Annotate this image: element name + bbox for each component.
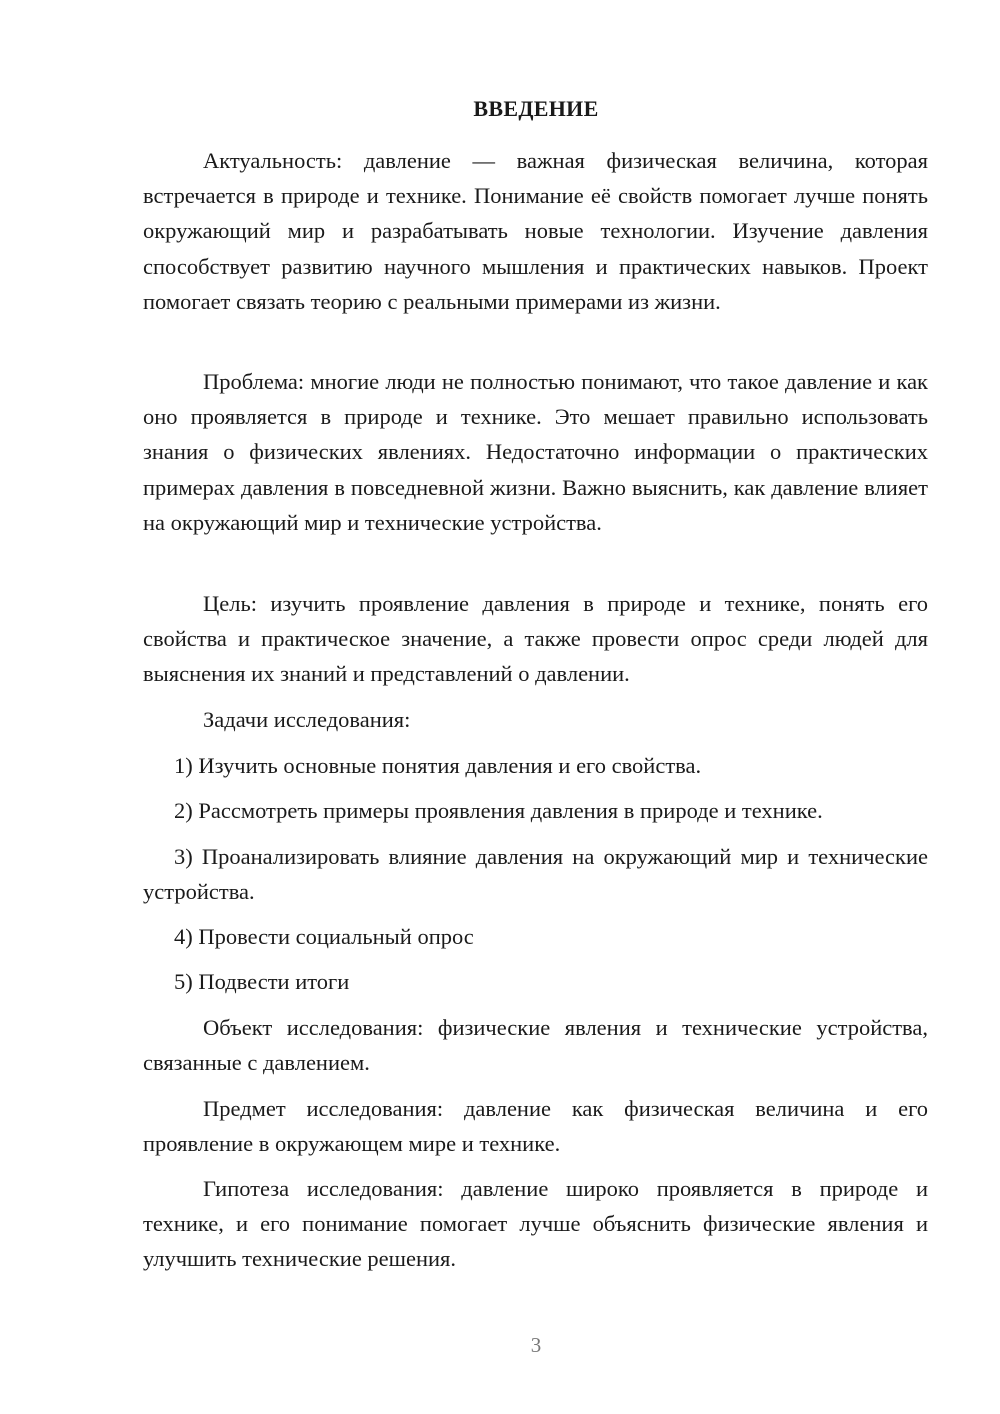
subject-paragraph: Предмет исследования: давление как физическая величина и его проявление в окружающем мире и технике. [143, 1096, 928, 1157]
task-item-5: 5) Подвести итоги [174, 969, 350, 994]
page-number: 3 [530, 1333, 542, 1357]
relevance-paragraph: Актуальность: давление — важная физическая величина, которая встречается в природе и технике. Понимание её свойств помогает лучше понять окружающий мир и разрабатывать новые технологии. Изучение давления способствует развитию научного мышления и практических навыков. Проект помогает связать теорию с реальными примерами из жизни. [143, 148, 928, 314]
object-paragraph: Объект исследования: физические явления и технические устройства, связанные с давлением. [143, 1015, 928, 1076]
task-item-4: 4) Провести социальный опрос [174, 924, 474, 949]
task-item-3: 3) Проанализировать влияние давления на окружающий мир и технические устройства. [143, 844, 928, 905]
tasks-heading: Задачи исследования: [203, 707, 411, 732]
hypothesis-paragraph: Гипотеза исследования: давление широко проявляется в природе и технике, и его понимание помогает лучше объяснить физические явления и улучшить технические решения. [143, 1176, 928, 1272]
task-item-2: 2) Рассмотреть примеры проявления давления в природе и технике. [174, 798, 823, 823]
problem-paragraph: Проблема: многие люди не полностью понимают, что такое давление и как оно проявляется в природе и технике. Это мешает правильно использовать знания о физических явлениях. Недостаточно информации о практических примерах давления в повседневной жизни. Важно выяснить, как давление влияет на окружающий мир и технические устройства. [143, 369, 928, 535]
page-title: ВВЕДЕНИЕ [473, 96, 599, 121]
task-item-1: 1) Изучить основные понятия давления и его свойства. [174, 753, 702, 778]
goal-paragraph: Цель: изучить проявление давления в природе и технике, понять его свойства и практическое значение, а также провести опрос среди людей для выяснения их знаний и представлений о давлении. [143, 591, 928, 687]
